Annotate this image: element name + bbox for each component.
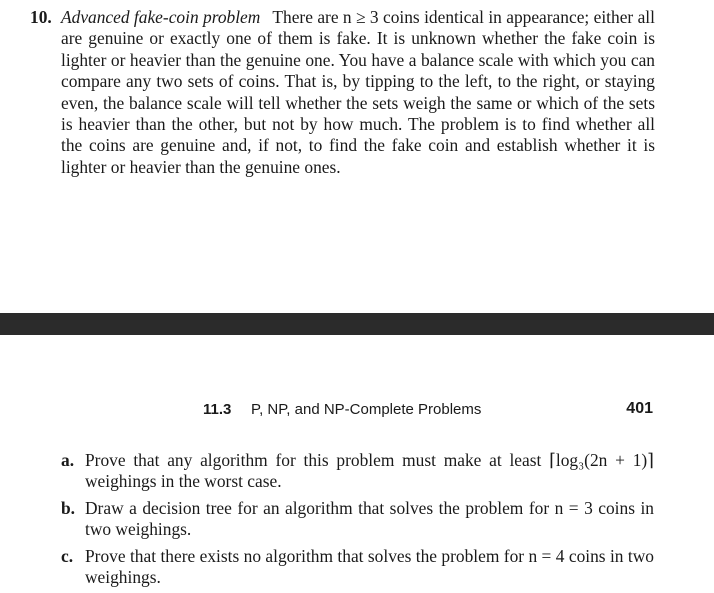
- page-number: 401: [626, 400, 653, 417]
- exercise-parts: [61, 450, 654, 593]
- part-label: a.: [61, 450, 75, 470]
- part-label: c.: [61, 545, 74, 566]
- exercise-10: [30, 7, 655, 178]
- section-number: 11.3: [203, 401, 232, 418]
- part-text: Prove that there exists no algorithm that solves the problem for n = 4 coins in two weighings.: [85, 545, 654, 588]
- running-head: [0, 398, 714, 422]
- part-b: [61, 498, 654, 541]
- exercise-text: There are n ≥ 3 coins identical in appearance; either all are genuine or exactly one of them is fake. It is unknown whether the fake coin is lighter or heavier than the genuine one. You have a balance scale with which you can compare any two sets of coins. That is, by tipping to the left, to the right, or staying even, the balance scale will tell whether the sets weigh the same or which of the sets is heavier than the other, but not by how much. The problem is to find whether all the coins are genuine and, if not, to find the fake coin and establish whether it is lighter or heavier than the genuine ones.: [61, 7, 655, 177]
- part-c: [61, 546, 654, 589]
- part-text: Draw a decision tree for an algorithm that solves the problem for n = 3 coins in two weighings.: [85, 497, 654, 540]
- exercise-title: Advanced fake-coin problem: [61, 7, 261, 27]
- part-a: [61, 450, 654, 493]
- section-title: P, NP, and NP-Complete Problems: [251, 401, 482, 418]
- exercise-body: [61, 7, 655, 178]
- page-divider-bar: [0, 313, 714, 335]
- part-label: b.: [61, 497, 76, 518]
- part-text: Prove that any algorithm for this problem must make at least ⌈log₃(2n + 1)⌉ weighings in the worst case.: [85, 450, 654, 492]
- exercise-number: 10.: [30, 7, 52, 27]
